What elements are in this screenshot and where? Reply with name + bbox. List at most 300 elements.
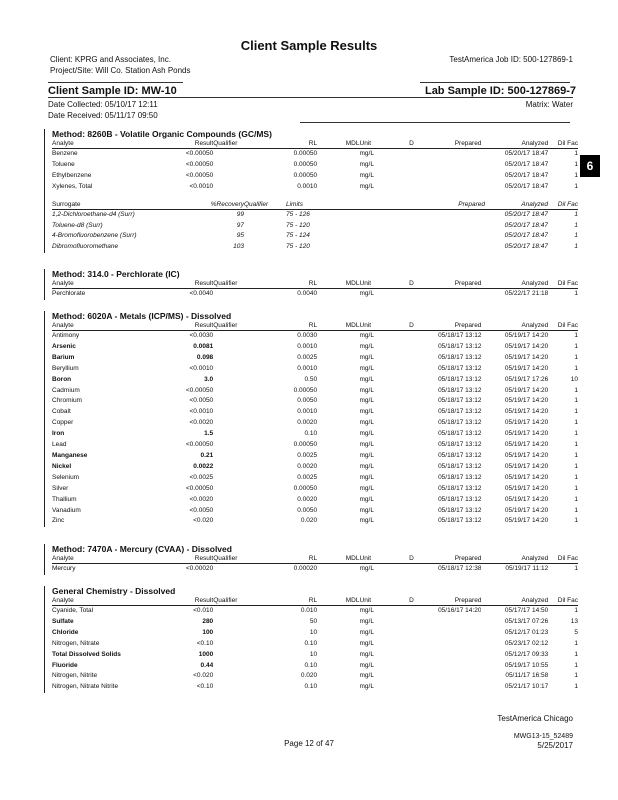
- table-cell: [213, 682, 258, 693]
- table-cell: 05/19/17 14:20: [504, 353, 549, 361]
- table-cell: 1: [574, 419, 578, 427]
- table-cell: [213, 375, 258, 386]
- column-header: MDL: [317, 597, 359, 606]
- section-general-chemistry: [44, 586, 578, 693]
- table-cell: 99: [236, 210, 244, 218]
- table-cell: 1: [574, 243, 578, 251]
- table-cell: Boron: [52, 375, 72, 383]
- table-row: [52, 407, 578, 418]
- table-row: [52, 396, 578, 407]
- matrix: Matrix: Water: [525, 100, 573, 109]
- table-cell: [317, 171, 359, 182]
- table-cell: [400, 353, 423, 364]
- table-cell: [423, 682, 481, 693]
- column-header: Result: [150, 322, 214, 331]
- table-cell: 05/18/17 13:12: [438, 375, 482, 383]
- column-header: Qualifier: [213, 597, 258, 606]
- table-cell: [317, 606, 359, 617]
- surrogate-table: [52, 201, 578, 254]
- section-perchlorate: [44, 269, 578, 300]
- table-cell: 0.50: [304, 375, 318, 383]
- table-cell: 1: [574, 506, 578, 514]
- table-cell: [213, 650, 258, 661]
- table-cell: [213, 364, 258, 375]
- table-cell: [317, 418, 359, 429]
- table-cell: 1000: [198, 650, 214, 658]
- table-cell: mg/L: [359, 495, 374, 503]
- table-row: [52, 160, 578, 171]
- column-header: Qualifier: [213, 280, 258, 289]
- table-cell: 05/19/17 14:20: [504, 386, 549, 394]
- table-row: [52, 418, 578, 429]
- table-cell: [400, 171, 423, 182]
- table-cell: 0.020: [300, 517, 318, 525]
- table-row: [52, 386, 578, 397]
- divider: [48, 97, 573, 98]
- page-title: Client Sample Results: [240, 38, 378, 53]
- table-cell: 0.0010: [297, 342, 318, 350]
- table-cell: 05/19/17 10:55: [504, 661, 549, 669]
- table-cell: 1.5: [204, 430, 214, 438]
- table-cell: 05/19/17 14:20: [504, 342, 549, 350]
- table-cell: 10: [309, 650, 318, 658]
- column-header: Dil Fac: [548, 201, 578, 210]
- table-cell: [400, 495, 423, 506]
- table-cell: 0.21: [200, 451, 214, 459]
- table-cell: 0.0020: [297, 462, 318, 470]
- table-cell: 50: [309, 617, 318, 625]
- table-cell: [213, 149, 258, 160]
- table-cell: Antimony: [52, 332, 80, 339]
- table-cell: 1: [574, 332, 578, 339]
- date-collected: Date Collected: 05/10/17 12:11: [48, 100, 158, 109]
- table-cell: [423, 671, 481, 682]
- table-cell: [400, 628, 423, 639]
- table-cell: Dibromofluoromethane: [52, 243, 119, 251]
- column-header: Analyte: [52, 597, 150, 606]
- table-cell: 0.00050: [293, 150, 318, 157]
- table-cell: [317, 160, 359, 171]
- column-header: D: [400, 597, 423, 606]
- table-cell: [244, 221, 286, 232]
- table-cell: [244, 231, 286, 242]
- table-cell: 1: [574, 342, 578, 350]
- table-cell: Chloride: [52, 628, 79, 636]
- table-cell: 05/19/17 14:20: [504, 364, 549, 372]
- table-cell: 05/20/17 18:47: [504, 210, 548, 218]
- table-cell: [423, 628, 481, 639]
- table-cell: [400, 386, 423, 397]
- section-title: General Chemistry - Dissolved: [52, 586, 176, 596]
- table-cell: 0.0010: [297, 408, 318, 416]
- table-cell: [317, 462, 359, 473]
- table-cell: [430, 231, 485, 242]
- table-cell: <0.0050: [189, 397, 214, 405]
- table-cell: [317, 516, 359, 527]
- table-cell: mg/L: [359, 607, 374, 614]
- table-cell: 0.00020: [293, 565, 318, 572]
- column-header: Analyzed: [481, 555, 548, 564]
- table-cell: 05/19/17 14:20: [504, 506, 549, 514]
- table-cell: Thallium: [52, 495, 77, 503]
- table-cell: 05/18/17 13:12: [438, 386, 482, 394]
- section-volatile-organics: [44, 129, 578, 253]
- table-row: [52, 149, 578, 160]
- table-row: [52, 484, 578, 495]
- table-cell: Silver: [52, 484, 69, 492]
- table-cell: [317, 671, 359, 682]
- column-header: Analyzed: [481, 597, 548, 606]
- table-cell: [423, 661, 481, 672]
- table-cell: 1: [574, 364, 578, 372]
- table-cell: [213, 564, 258, 575]
- table-cell: 1: [574, 210, 578, 218]
- table-cell: mg/L: [359, 332, 374, 339]
- section-title: Method: 6020A - Metals (ICP/MS) - Dissolved: [52, 311, 232, 321]
- job-id: TestAmerica Job ID: 500-127869-1: [449, 55, 573, 64]
- table-cell: Nitrogen, Nitrite: [52, 672, 98, 680]
- column-header: MDL: [317, 555, 359, 564]
- table-cell: Zinc: [52, 517, 65, 525]
- table-cell: Lead: [52, 441, 67, 449]
- table-cell: 1: [574, 495, 578, 503]
- table-cell: [430, 221, 485, 232]
- column-header: Result: [150, 280, 214, 289]
- table-cell: mg/L: [359, 397, 374, 405]
- table-cell: 1: [574, 683, 578, 691]
- table-cell: mg/L: [359, 408, 374, 416]
- table-cell: [400, 564, 423, 575]
- table-cell: <0.020: [193, 517, 214, 525]
- table-row: [52, 375, 578, 386]
- table-row: [52, 231, 578, 242]
- table-cell: [317, 484, 359, 495]
- table-cell: mg/L: [359, 160, 374, 168]
- table-cell: [213, 451, 258, 462]
- column-header: MDL: [317, 322, 359, 331]
- table-cell: 1: [574, 150, 578, 157]
- table-cell: Xylenes, Total: [52, 182, 93, 190]
- table-row: [52, 617, 578, 628]
- table-cell: [213, 386, 258, 397]
- table-cell: [400, 331, 423, 342]
- table-cell: 280: [202, 617, 214, 625]
- table-cell: Cobalt: [52, 408, 71, 416]
- table-row: [52, 440, 578, 451]
- table-cell: 05/19/17 11:12: [505, 565, 549, 572]
- table-cell: [400, 149, 423, 160]
- column-header: Analyzed: [485, 201, 548, 210]
- table-cell: 05/12/17 01:23: [504, 628, 549, 636]
- table-cell: mg/L: [359, 430, 374, 438]
- table-cell: <0.00020: [185, 565, 214, 572]
- table-cell: [317, 661, 359, 672]
- table-cell: 1: [574, 565, 578, 572]
- table-cell: 1: [574, 650, 578, 658]
- column-header: Qualifier: [213, 322, 258, 331]
- table-cell: 05/18/17 13:12: [438, 441, 482, 449]
- table-cell: 0.010: [300, 607, 318, 614]
- table-cell: 0.020: [300, 672, 318, 680]
- section-title: Method: 314.0 - Perchlorate (IC): [52, 269, 180, 279]
- column-header: Unit: [360, 322, 400, 331]
- table-cell: [400, 682, 423, 693]
- column-header: D: [400, 555, 423, 564]
- client-name: Client: KPRG and Associates, Inc.: [50, 55, 171, 64]
- table-cell: [317, 353, 359, 364]
- table-cell: 05/18/17 13:12: [438, 451, 482, 459]
- table-cell: [317, 617, 359, 628]
- table-cell: <0.00050: [185, 160, 214, 168]
- table-cell: 1: [574, 451, 578, 459]
- table-cell: 05/18/17 13:12: [438, 397, 482, 405]
- table-cell: 05/18/17 13:12: [438, 332, 482, 339]
- table-cell: [213, 516, 258, 527]
- table-cell: 05/20/17 18:47: [504, 182, 549, 190]
- table-cell: [400, 418, 423, 429]
- table-cell: 0.10: [304, 430, 318, 438]
- table-cell: Nickel: [52, 462, 72, 470]
- table-cell: [317, 364, 359, 375]
- table-cell: <0.00050: [185, 386, 214, 394]
- table-cell: 05/12/17 09:33: [504, 650, 549, 658]
- table-cell: 1: [574, 171, 578, 179]
- table-cell: 0.00050: [293, 160, 318, 168]
- table-cell: 1: [574, 430, 578, 438]
- table-cell: 05/19/17 14:20: [504, 462, 549, 470]
- table-cell: 100: [202, 628, 214, 636]
- column-header: Prepared: [423, 597, 481, 606]
- table-cell: [400, 407, 423, 418]
- table-cell: [213, 628, 258, 639]
- table-cell: [400, 462, 423, 473]
- table-cell: [213, 671, 258, 682]
- table-cell: 0.0022: [193, 462, 214, 470]
- column-header: Dil Fac: [548, 140, 578, 149]
- table-cell: [244, 209, 286, 220]
- table-cell: Vanadium: [52, 506, 81, 514]
- table-cell: mg/L: [359, 661, 374, 669]
- table-cell: [400, 182, 423, 193]
- table-cell: [400, 160, 423, 171]
- table-cell: 05/18/17 13:12: [438, 408, 482, 416]
- table-row: [52, 182, 578, 193]
- table-cell: 1: [574, 182, 578, 190]
- table-cell: <0.0025: [189, 473, 214, 481]
- table-cell: mg/L: [359, 484, 374, 492]
- table-cell: Ethylbenzene: [52, 171, 92, 179]
- table-cell: 95: [236, 232, 244, 240]
- table-row: [52, 364, 578, 375]
- table-cell: [317, 386, 359, 397]
- table-row: [52, 473, 578, 484]
- results-table: [52, 140, 578, 193]
- table-cell: [317, 331, 359, 342]
- table-cell: 10: [570, 375, 578, 383]
- column-header: D: [400, 280, 423, 289]
- column-header: Prepared: [423, 555, 481, 564]
- table-cell: 5: [574, 628, 578, 636]
- table-row: [52, 661, 578, 672]
- table-row: [52, 209, 578, 220]
- table-cell: 05/18/17 12:38: [438, 565, 482, 572]
- table-cell: [400, 364, 423, 375]
- column-header: Analyte: [52, 140, 150, 149]
- table-cell: 05/20/17 18:47: [504, 150, 549, 157]
- table-cell: 05/13/17 07:26: [504, 617, 549, 625]
- table-cell: <0.0050: [189, 506, 214, 514]
- table-cell: Cadmium: [52, 386, 80, 394]
- column-header: Dil Fac: [548, 555, 578, 564]
- table-cell: [317, 639, 359, 650]
- table-cell: 05/18/17 13:12: [438, 342, 482, 350]
- table-cell: [213, 289, 258, 300]
- table-cell: <0.0010: [189, 364, 214, 372]
- table-cell: 05/17/17 14:50: [504, 607, 549, 614]
- table-cell: <0.00050: [185, 150, 214, 157]
- table-cell: 1: [574, 397, 578, 405]
- table-row: [52, 506, 578, 517]
- table-cell: <0.0020: [189, 419, 214, 427]
- table-cell: 05/18/17 13:12: [438, 484, 482, 492]
- table-cell: [213, 484, 258, 495]
- table-cell: [317, 182, 359, 193]
- column-header: RL: [258, 280, 317, 289]
- results-table: [52, 280, 578, 300]
- table-cell: 97: [236, 221, 244, 229]
- column-header: RL: [258, 555, 317, 564]
- column-header: RL: [258, 322, 317, 331]
- table-cell: 05/19/17 14:20: [504, 473, 549, 481]
- table-cell: mg/L: [359, 375, 374, 383]
- table-cell: mg/L: [359, 628, 374, 636]
- table-row: [52, 639, 578, 650]
- table-cell: [317, 628, 359, 639]
- table-cell: [400, 617, 423, 628]
- results-table: [52, 555, 578, 575]
- table-row: [52, 682, 578, 693]
- table-row: [52, 564, 578, 575]
- column-header: Dil Fac: [548, 322, 578, 331]
- table-cell: 05/18/17 13:12: [438, 517, 482, 525]
- table-cell: 05/18/17 13:12: [438, 473, 482, 481]
- table-cell: [423, 639, 481, 650]
- table-row: [52, 650, 578, 661]
- table-cell: mg/L: [359, 639, 374, 647]
- table-cell: 0.00050: [293, 484, 318, 492]
- table-cell: <0.0020: [189, 495, 214, 503]
- table-cell: 4-Bromofluorobenzene (Surr): [52, 232, 137, 240]
- table-cell: [400, 429, 423, 440]
- results-table: [52, 597, 578, 693]
- report-code: MWG13-15_52489: [513, 733, 573, 740]
- table-cell: 0.0025: [297, 473, 318, 481]
- table-cell: Selenium: [52, 473, 80, 481]
- table-cell: 0.0050: [297, 397, 318, 405]
- table-cell: mg/L: [359, 462, 374, 470]
- table-cell: Benzene: [52, 150, 78, 157]
- table-cell: mg/L: [359, 617, 374, 625]
- table-cell: mg/L: [359, 441, 374, 449]
- table-cell: [213, 506, 258, 517]
- column-header: %Recovery: [192, 201, 244, 210]
- table-cell: [213, 617, 258, 628]
- table-cell: [400, 473, 423, 484]
- table-cell: 1: [574, 386, 578, 394]
- table-row: [52, 242, 578, 253]
- table-row: [52, 495, 578, 506]
- table-cell: 05/19/17 14:20: [504, 408, 549, 416]
- table-cell: [400, 451, 423, 462]
- divider: [420, 82, 570, 83]
- table-row: [52, 171, 578, 182]
- table-cell: 0.0010: [297, 182, 318, 190]
- column-header: Qualifier: [244, 201, 286, 210]
- table-cell: 05/19/17 14:20: [504, 451, 549, 459]
- table-cell: mg/L: [359, 683, 374, 691]
- table-cell: mg/L: [359, 290, 374, 297]
- table-cell: <0.020: [193, 672, 214, 680]
- table-row: [52, 628, 578, 639]
- table-cell: Beryllium: [52, 364, 79, 372]
- table-cell: 1: [574, 639, 578, 647]
- table-cell: [423, 171, 481, 182]
- table-row: [52, 289, 578, 300]
- column-header: Unit: [360, 280, 400, 289]
- table-cell: [423, 617, 481, 628]
- table-cell: [213, 440, 258, 451]
- table-cell: mg/L: [359, 150, 374, 157]
- column-header: RL: [258, 140, 317, 149]
- table-cell: mg/L: [359, 473, 374, 481]
- table-cell: [213, 606, 258, 617]
- results-table: [52, 322, 578, 527]
- column-header: Prepared: [423, 280, 481, 289]
- column-header: Analyte: [52, 280, 150, 289]
- column-header: Prepared: [423, 322, 481, 331]
- table-cell: 0.10: [304, 639, 318, 647]
- table-cell: 05/18/17 13:12: [438, 364, 482, 372]
- table-cell: <0.00050: [185, 484, 214, 492]
- table-cell: 05/19/17 14:20: [504, 430, 549, 438]
- table-cell: 1: [574, 462, 578, 470]
- table-cell: [400, 671, 423, 682]
- lab-name: TestAmerica Chicago: [497, 714, 573, 723]
- table-cell: [213, 171, 258, 182]
- divider: [300, 122, 570, 123]
- table-row: [52, 342, 578, 353]
- table-cell: <0.10: [196, 639, 214, 647]
- column-header: Prepared: [430, 201, 485, 210]
- table-cell: Cyanide, Total: [52, 607, 94, 614]
- column-header: Qualifier: [213, 140, 258, 149]
- table-cell: 75 - 124: [286, 232, 310, 240]
- table-cell: 1: [574, 661, 578, 669]
- column-header: Unit: [360, 140, 400, 149]
- table-cell: 05/23/17 02:12: [504, 639, 549, 647]
- table-cell: [400, 516, 423, 527]
- table-cell: <0.0010: [189, 182, 214, 190]
- column-header: D: [400, 322, 423, 331]
- table-cell: Manganese: [52, 451, 88, 459]
- table-cell: Nitrogen, Nitrate Nitrite: [52, 683, 119, 691]
- table-cell: [400, 650, 423, 661]
- table-cell: 1: [574, 473, 578, 481]
- table-row: [52, 331, 578, 342]
- column-header: Analyzed: [481, 280, 548, 289]
- table-cell: 05/20/17 18:47: [504, 243, 548, 251]
- section-mercury: [44, 544, 578, 575]
